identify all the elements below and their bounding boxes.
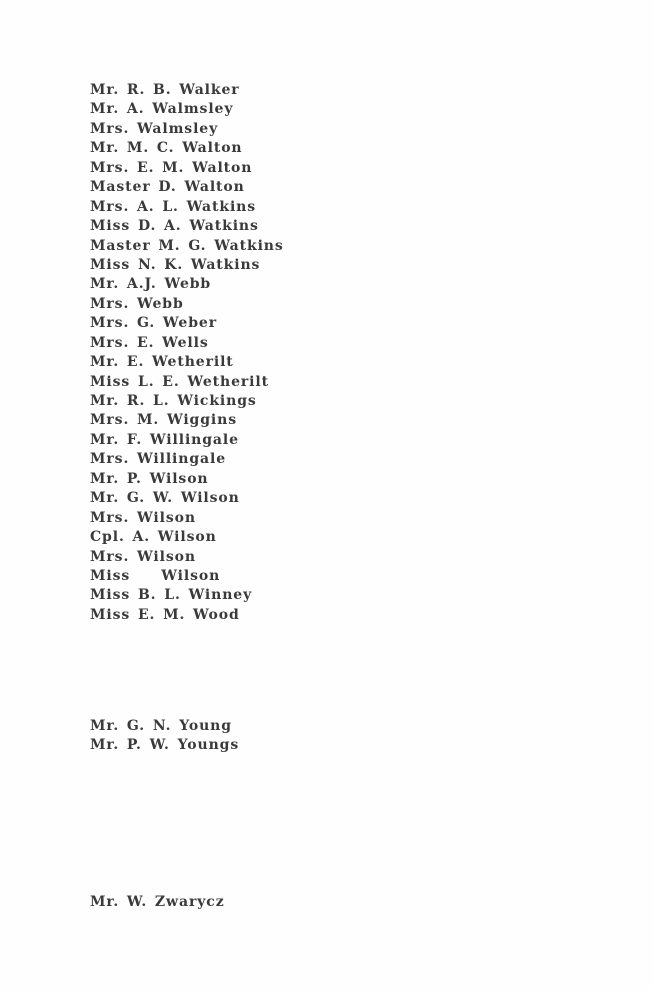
name-entry: Mr. F. Willingale [90, 431, 239, 448]
name-entry: Master D. Walton [90, 179, 245, 196]
name-entry: Mrs. Wilson [90, 509, 196, 526]
name-entry: Mr. A.J. Webb [90, 276, 212, 293]
name-entry: Mrs. Willingale [90, 451, 227, 468]
name-list-z [90, 893, 225, 912]
name-entry: Mrs. Webb [90, 295, 184, 312]
name-entry: Mr. P. Wilson [90, 470, 209, 487]
name-entry: Mr. A. Walmsley [90, 101, 234, 118]
name-entry: Mrs. E. M. Walton [90, 159, 253, 176]
name-entry: Mrs. G. Weber [90, 315, 217, 332]
name-entry: Mr. M. C. Walton [90, 140, 243, 157]
name-entry: Miss Wilson [90, 567, 221, 584]
name-entry: Master M. G. Watkins [90, 237, 284, 254]
name-entry: Miss B. L. Winney [90, 587, 253, 604]
name-list-y [90, 717, 239, 756]
name-entry: Mrs. Wilson [90, 548, 196, 565]
name-list-w [90, 81, 284, 625]
name-entry: Mr. P. W. Youngs [90, 737, 240, 754]
name-entry: Mrs. A. L. Watkins [90, 198, 257, 215]
name-entry: Cpl. A. Wilson [90, 529, 217, 546]
name-entry: Miss D. A. Watkins [90, 218, 259, 235]
name-entry: Mr. R. B. Walker [90, 82, 240, 98]
name-entry: Mr. E. Wetherilt [90, 354, 234, 371]
name-entry: Mr. G. W. Wilson [90, 490, 240, 507]
name-entry: Miss E. M. Wood [90, 606, 240, 623]
name-entry: Mrs. Walmsley [90, 120, 219, 137]
name-entry: Mr. R. L. Wickings [90, 393, 257, 409]
name-entry: Mr. G. N. Young [90, 718, 232, 734]
name-entry: Miss N. K. Watkins [90, 256, 261, 273]
name-entry: Mrs. M. Wiggins [90, 412, 237, 429]
name-entry: Miss L. E. Wetherilt [90, 373, 269, 390]
name-entry: Mr. W. Zwarycz [90, 894, 225, 910]
name-entry: Mrs. E. Wells [90, 334, 209, 351]
